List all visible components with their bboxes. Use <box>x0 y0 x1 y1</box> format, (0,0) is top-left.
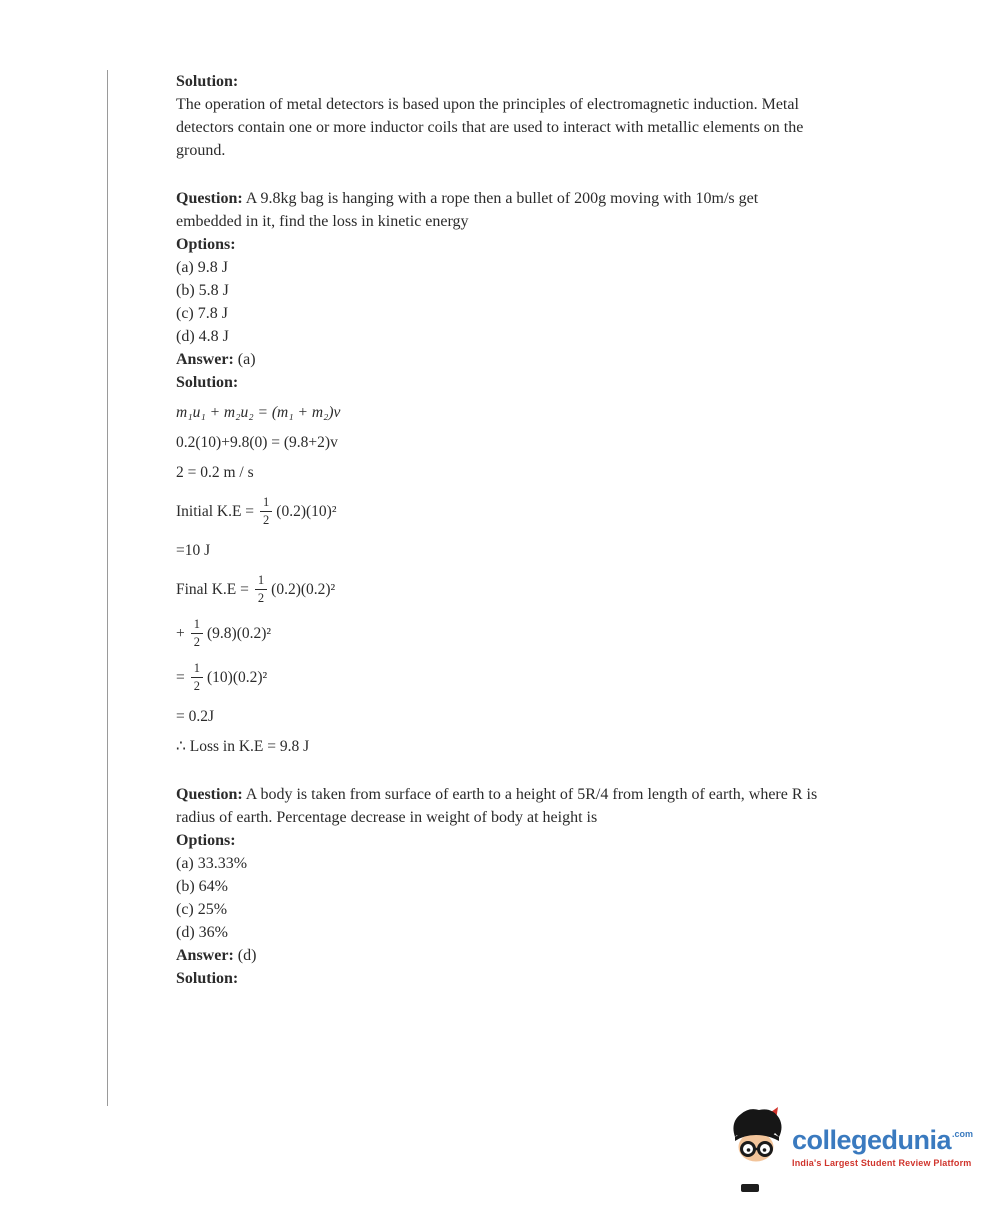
question-1-answer <box>176 348 824 371</box>
math-line-loss-conclusion: ∴ Loss in K.E = 9.8 J <box>176 738 310 755</box>
math-term2-prefix: + <box>176 625 185 642</box>
fraction-numerator: 1 <box>191 617 203 634</box>
question-1-label: Question: <box>176 190 243 207</box>
math-initial-ke-prefix: Initial K.E = <box>176 503 255 520</box>
fraction-numerator: 1 <box>191 661 203 678</box>
question-1-option-a: (a) 9.8 J <box>176 259 228 276</box>
intro-solution-section <box>176 70 824 162</box>
question-1 <box>176 187 824 233</box>
fraction-denominator: 2 <box>263 513 270 527</box>
question-2-section <box>176 783 824 990</box>
question-1-option-d: (d) 4.8 J <box>176 328 229 345</box>
question-1-options-heading: Options: <box>176 236 236 253</box>
math-line-substitution: 0.2(10)+9.8(0) = (9.8+2)v <box>176 434 338 451</box>
question-1-answer-value: (a) <box>237 351 256 368</box>
question-2-answer <box>176 944 824 967</box>
question-2-option-c: (c) 25% <box>176 901 228 918</box>
math-combined-prefix: = <box>176 669 185 686</box>
fraction-numerator: 1 <box>260 495 272 512</box>
math-line-initial-ke-value: =10 J <box>176 542 211 559</box>
fraction <box>191 617 203 650</box>
question-1-answer-label: Answer: <box>176 351 234 368</box>
fraction <box>260 495 272 528</box>
fraction-numerator: 1 <box>255 573 267 590</box>
fraction-denominator: 2 <box>193 679 200 693</box>
logo-tagline: India's Largest Student Review Platform <box>792 1158 972 1168</box>
logo-brand-line <box>792 1125 973 1155</box>
math-line-velocity-result: 2 = 0.2 m / s <box>176 464 254 481</box>
question-1-solution-heading: Solution: <box>176 374 239 391</box>
logo-tld-text: .com <box>952 1129 974 1139</box>
question-2-solution-heading: Solution: <box>176 970 239 987</box>
fraction-denominator: 2 <box>193 635 200 649</box>
fraction <box>191 661 203 694</box>
collegedunia-logo[interactable] <box>728 1106 973 1171</box>
math-line-momentum-equation: m₁u₁ + m₂u₂ = (m₁ + m₂)v <box>176 404 341 421</box>
question-1-section <box>176 187 824 758</box>
question-2-text: A body is taken from surface of earth to a height of 5R/4 from length of earth, where R is radius of earth. Percentage decrease in weight of body at height is <box>176 786 818 826</box>
logo-brand-text: collegedunia <box>792 1125 952 1155</box>
math-line-final-ke <box>176 573 824 606</box>
question-2-option-a: (a) 33.33% <box>176 855 248 872</box>
math-line-initial-ke <box>176 495 824 528</box>
question-2-options-heading: Options: <box>176 832 236 849</box>
question-2 <box>176 783 824 829</box>
question-2-option-b: (b) 64% <box>176 878 228 895</box>
solution-heading: Solution: <box>176 73 239 90</box>
math-line-final-ke-combined <box>176 661 824 694</box>
math-term2-expression: (9.8)(0.2)² <box>207 625 272 642</box>
question-2-label: Question: <box>176 786 243 803</box>
question-1-text: A 9.8kg bag is hanging with a rope then a bullet of 200g moving with 10m/s get embedded in it, find the loss in kinetic energy <box>176 190 759 230</box>
fraction <box>255 573 267 606</box>
page-break-mark <box>741 1184 759 1192</box>
collegedunia-mascot-icon <box>728 1106 786 1171</box>
question-2-answer-value: (d) <box>237 947 257 964</box>
question-2-answer-label: Answer: <box>176 947 234 964</box>
question-1-option-c: (c) 7.8 J <box>176 305 228 322</box>
math-line-final-ke-value: = 0.2J <box>176 708 215 725</box>
collegedunia-logo-text <box>792 1106 973 1168</box>
question-1-option-b: (b) 5.8 J <box>176 282 229 299</box>
math-combined-expression: (10)(0.2)² <box>207 669 268 686</box>
math-line-final-ke-term2 <box>176 617 824 650</box>
document-content <box>176 70 824 990</box>
math-initial-ke-expression: (0.2)(10)² <box>276 503 337 520</box>
fraction-denominator: 2 <box>257 591 265 605</box>
math-final-ke-prefix: Final K.E = <box>176 581 249 598</box>
question-1-math-working <box>176 401 824 758</box>
solution-paragraph: The operation of metal detectors is based upon the principles of electromagnetic induction. Metal detectors contain one or more inductor coils that are used to interact with metallic elements on the ground. <box>176 96 804 159</box>
page-left-border-line <box>107 70 108 1106</box>
question-2-option-d: (d) 36% <box>176 924 228 941</box>
math-final-ke-expression: (0.2)(0.2)² <box>271 581 336 598</box>
